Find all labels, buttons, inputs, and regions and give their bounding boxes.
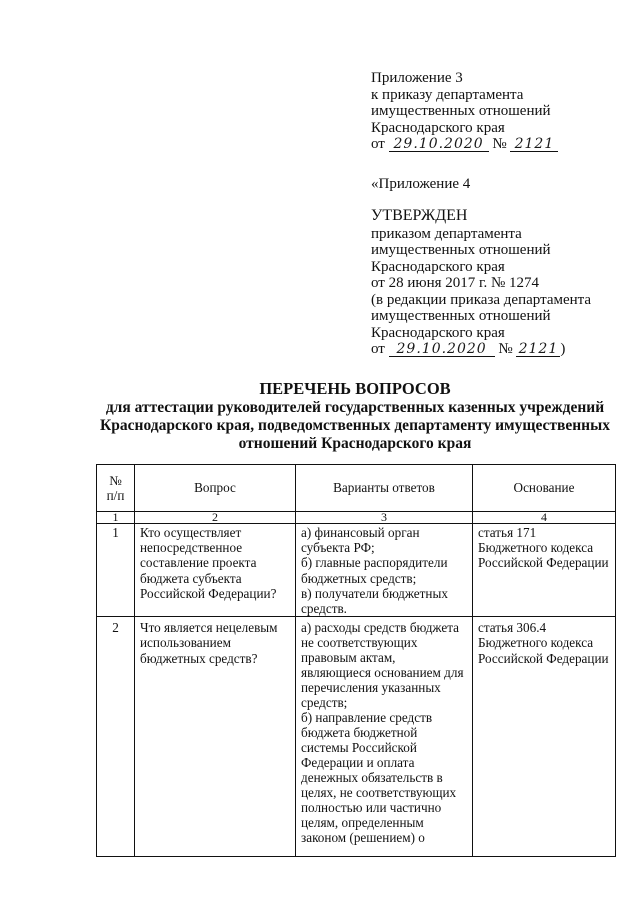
cell-line: системы Российской: [301, 740, 417, 756]
header-answers: Варианты ответов: [296, 465, 473, 512]
handwritten-number: 2121: [510, 137, 558, 152]
answers-cell: [296, 617, 473, 857]
cell-line: статья 171: [478, 525, 537, 540]
appendix-3-title: Приложение 3: [371, 70, 463, 86]
cell-line: Что является нецелевым: [140, 620, 278, 636]
cell-line: полностью или частично: [301, 800, 442, 816]
header-question: Вопрос: [135, 465, 296, 512]
cell-line: Российской Федерации: [478, 555, 609, 571]
basis-cell: [473, 617, 616, 857]
cell-line: законом (решением) о: [301, 830, 425, 846]
cell-line: правовым актам,: [301, 650, 396, 666]
cell-line: субъекта РФ;: [301, 540, 375, 556]
number-label: №: [498, 341, 513, 357]
appendix-3-line: имущественных отношений: [371, 103, 551, 119]
column-number-row: [97, 512, 616, 524]
document-subtitle: для аттестации руководителей государственных казенных учреждений: [105, 399, 605, 416]
header-number: [97, 465, 135, 512]
appendix-4-header: [371, 176, 470, 193]
document-title: ПЕРЕЧЕНЬ ВОПРОСОВ: [259, 379, 451, 398]
appendix-4-title: «Приложение 4: [371, 176, 471, 192]
table-row: [97, 524, 616, 617]
handwritten-date: 29.10.2020: [389, 137, 489, 152]
cell-line: денежных обязательств в: [301, 770, 443, 786]
appendix-3-header: [371, 70, 558, 153]
cell-line: б) направление средств: [301, 710, 433, 726]
table-header-row: [97, 465, 616, 512]
question-cell: [135, 524, 296, 617]
handwritten-date: 29.10.2020: [389, 342, 495, 357]
approval-line: имущественных отношений: [371, 242, 551, 258]
cell-line: перечисления указанных: [301, 680, 441, 696]
cell-line: Бюджетного кодекса: [478, 540, 594, 556]
cell-line: составление проекта: [140, 555, 257, 571]
answers-cell: [296, 524, 473, 617]
number-label: №: [492, 136, 507, 152]
approval-line: (в редакции приказа департамента: [371, 291, 592, 308]
approval-line: Краснодарского края: [371, 258, 505, 275]
approval-line: приказом департамента: [371, 225, 522, 242]
cell-line: Федерации и оплата: [301, 755, 415, 771]
header-cell-line: № п/п: [106, 472, 125, 503]
cell-line: не соответствующих: [301, 635, 418, 651]
cell-line: б) главные распорядители: [301, 555, 448, 571]
header-basis: Основание: [473, 465, 616, 512]
approval-line: имущественных отношений: [371, 308, 551, 324]
cell-line: Кто осуществляет: [140, 525, 242, 540]
approval-line: от 28 июня 2017 г. № 1274: [371, 275, 540, 291]
question-cell: [135, 617, 296, 857]
cell-line: бюджетных средств?: [140, 650, 258, 666]
approval-block: [371, 208, 591, 358]
cell-line: средств;: [301, 695, 348, 711]
cell-line: бюджета бюджетной: [301, 725, 418, 741]
cell-line: являющиеся основанием для: [301, 665, 464, 681]
basis-cell: [473, 524, 616, 617]
cell-line: статья 306.4: [478, 620, 547, 636]
cell-line: а) расходы средств бюджета: [301, 620, 459, 636]
cell-line: средств.: [301, 601, 347, 617]
cell-line: целях, не соответствующих: [301, 785, 457, 801]
column-number: 2: [135, 512, 296, 524]
document-subtitle: Краснодарского края, подведомственных департаменту имущественных: [100, 417, 610, 434]
cell-line: использованием: [140, 635, 231, 651]
approval-line: Краснодарского края: [371, 324, 505, 341]
cell-line: а) финансовый орган: [301, 525, 420, 540]
cell-line: бюджетных средств;: [301, 570, 417, 586]
cell-line: целям, определенным: [301, 815, 424, 831]
approved-title: УТВЕРЖДЕН: [371, 207, 468, 224]
column-number: 3: [296, 512, 473, 524]
row-number: 2: [97, 617, 135, 857]
appendix-3-line: к приказу департамента: [371, 86, 524, 103]
cell-line: Бюджетного кодекса: [478, 635, 594, 651]
table-row: [97, 617, 616, 857]
from-label: от: [371, 341, 385, 357]
closing-paren: ): [560, 341, 566, 357]
approval-date-line: [371, 341, 591, 358]
appendix-3-line: Краснодарского края: [371, 119, 505, 136]
cell-line: в) получатели бюджетных: [301, 585, 448, 601]
from-label: от: [371, 136, 385, 152]
cell-line: бюджета субъекта: [140, 570, 242, 586]
questions-table: [96, 464, 616, 857]
handwritten-number: 2121: [516, 342, 560, 357]
cell-line: Российской Федерации?: [140, 585, 277, 601]
appendix-3-date-line: [371, 136, 558, 153]
cell-line: непосредственное: [140, 540, 243, 556]
cell-line: Российской Федерации: [478, 650, 609, 666]
document-subtitle: отношений Краснодарского края: [238, 435, 472, 452]
column-number: 1: [97, 512, 135, 524]
column-number: 4: [473, 512, 616, 524]
row-number: 1: [97, 524, 135, 617]
